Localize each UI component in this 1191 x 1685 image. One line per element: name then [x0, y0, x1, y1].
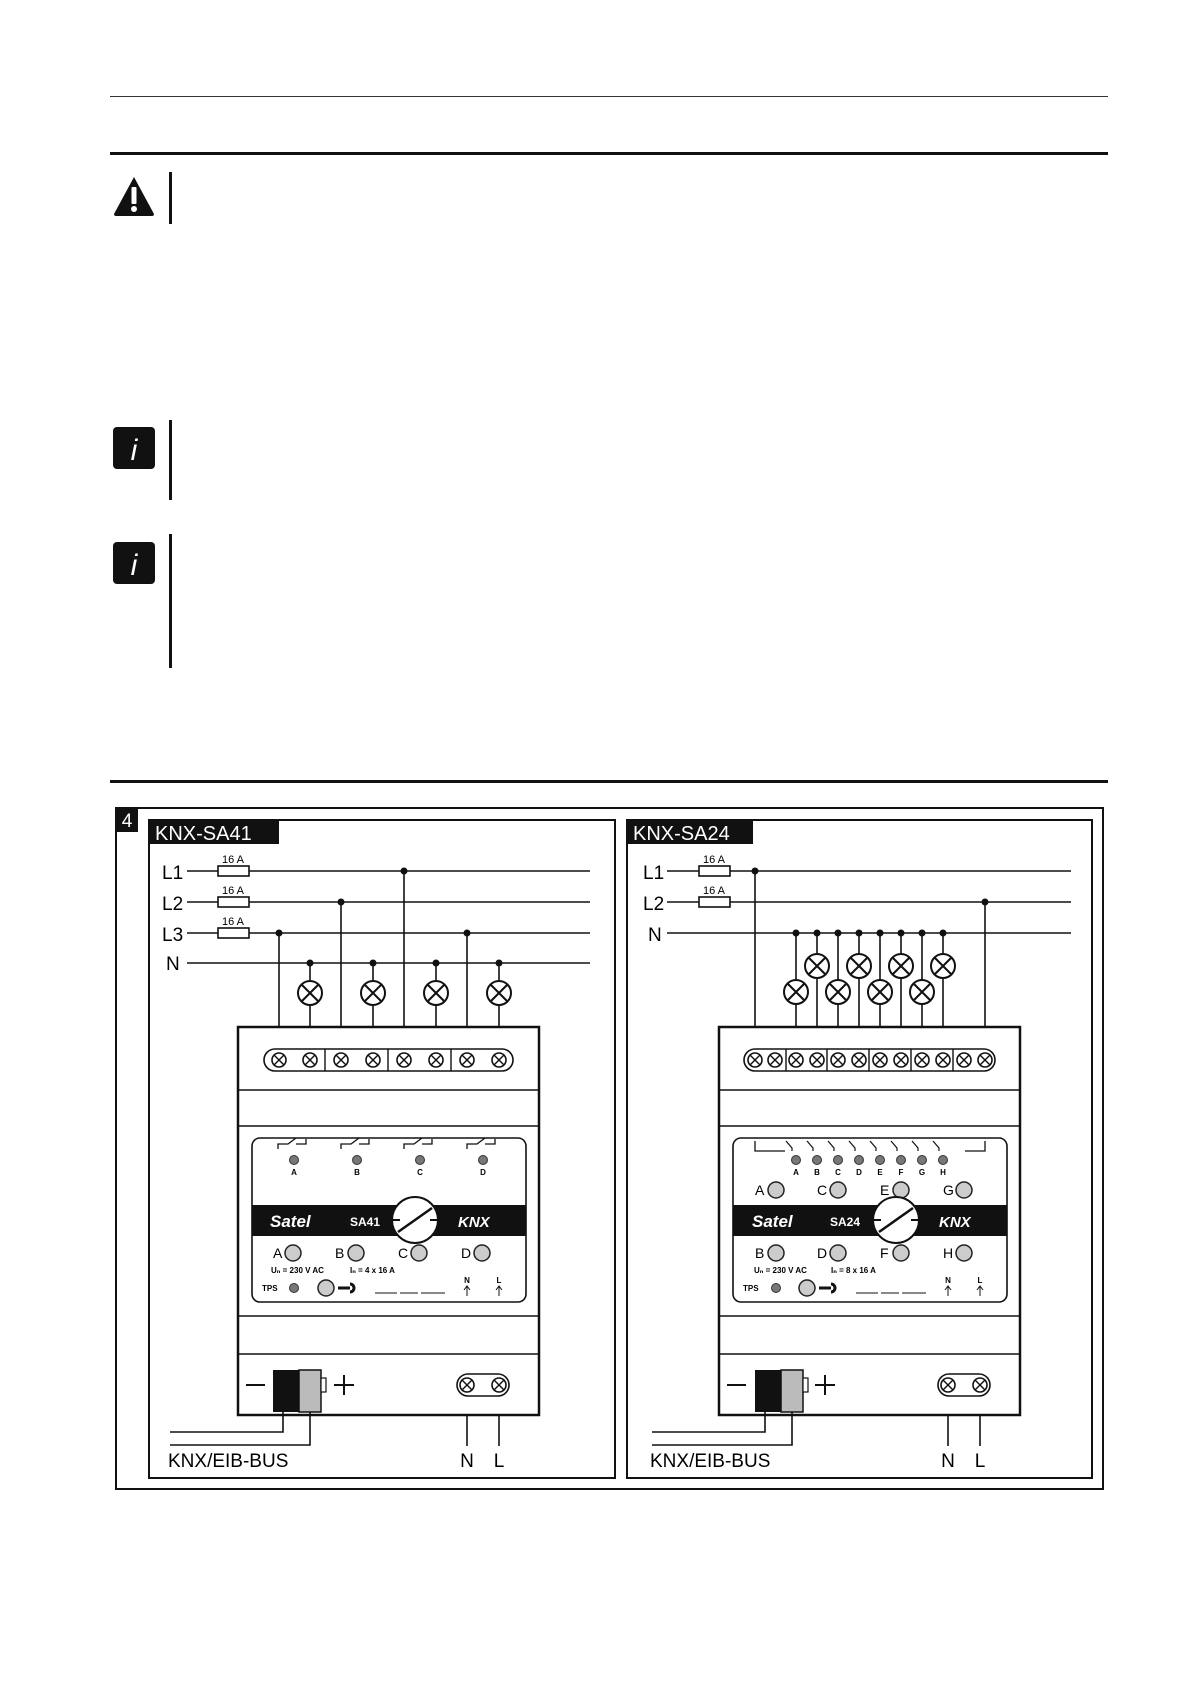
channel-b-button[interactable]	[768, 1245, 784, 1261]
lamp-icon	[361, 981, 385, 1005]
device-sa41	[238, 1027, 539, 1415]
bus-label: KNX/EIB-BUS	[650, 1451, 771, 1472]
programming-button[interactable]	[318, 1280, 334, 1296]
device-sa24	[719, 1027, 1020, 1415]
btn-label-f: F	[880, 1245, 889, 1261]
btn-label-d: D	[461, 1245, 472, 1261]
supply-l-label: L	[493, 1451, 505, 1472]
btn-label-b: B	[335, 1245, 345, 1261]
btn-label-c: C	[398, 1245, 409, 1261]
lamp-icon	[889, 954, 913, 978]
l-terminal-label: L	[496, 1276, 502, 1285]
led-label-h: H	[940, 1168, 946, 1177]
supply-n-label: N	[460, 1451, 474, 1472]
brand-logo: Satel	[270, 1212, 311, 1231]
knx-logo: KNX	[458, 1214, 490, 1231]
btn-label-b: B	[755, 1245, 765, 1261]
line-label-l1: L1	[643, 863, 665, 884]
lamp-icon	[298, 981, 322, 1005]
line-label-n: N	[648, 925, 662, 946]
lamp-icon	[487, 981, 511, 1005]
led-label-e: E	[877, 1168, 883, 1177]
channel-a-button[interactable]	[285, 1245, 301, 1261]
tps-label: TPS	[262, 1284, 278, 1293]
panel-knx-sa41	[149, 820, 615, 1478]
figure-number: 4	[121, 811, 133, 832]
programming-button[interactable]	[799, 1280, 815, 1296]
led-label-d: D	[480, 1168, 486, 1177]
channel-b-button[interactable]	[348, 1245, 364, 1261]
svg-text:i: i	[130, 549, 138, 582]
channel-a-button[interactable]	[768, 1182, 784, 1198]
led-label-d: D	[856, 1168, 862, 1177]
panel-knx-sa24	[627, 820, 1092, 1478]
channel-c-button[interactable]	[830, 1182, 846, 1198]
led-label-a: A	[291, 1168, 297, 1177]
channel-g-button[interactable]	[956, 1182, 972, 1198]
panel-title: KNX-SA41	[155, 823, 252, 845]
supply-n-label: N	[941, 1451, 955, 1472]
panel-title: KNX-SA24	[633, 823, 730, 845]
fuse-label: 16 A	[221, 885, 245, 897]
led-label-c: C	[835, 1168, 841, 1177]
brand-logo: Satel	[752, 1212, 793, 1231]
model-label: SA41	[350, 1215, 381, 1229]
bus-label: KNX/EIB-BUS	[168, 1451, 289, 1472]
channel-c-button[interactable]	[411, 1245, 427, 1261]
lamp-icon	[931, 954, 955, 978]
led-label-b: B	[814, 1168, 820, 1177]
lamp-icon	[805, 954, 829, 978]
channel-h-button[interactable]	[956, 1245, 972, 1261]
fuse-label: 16 A	[221, 854, 245, 866]
rated-voltage: Uₙ = 230 V AC	[271, 1266, 324, 1275]
l-terminal-label: L	[977, 1276, 983, 1285]
btn-label-e: E	[880, 1182, 890, 1198]
channel-f-button[interactable]	[893, 1245, 909, 1261]
btn-label-h: H	[943, 1245, 954, 1261]
lamp-icon	[784, 980, 808, 1004]
line-label-l2: L2	[162, 894, 184, 915]
led-label-f: F	[898, 1168, 904, 1177]
line-label-l1: L1	[162, 863, 184, 884]
lamp-icon	[910, 980, 934, 1004]
btn-label-d: D	[817, 1245, 828, 1261]
lamp-icon	[424, 981, 448, 1005]
n-terminal-label: N	[945, 1276, 951, 1285]
rated-current: Iₙ = 8 x 16 A	[831, 1266, 876, 1275]
channel-e-button[interactable]	[893, 1182, 909, 1198]
led-label-c: C	[417, 1168, 423, 1177]
svg-text:i: i	[130, 434, 138, 467]
line-label-l3: L3	[162, 925, 184, 946]
rated-current: Iₙ = 4 x 16 A	[350, 1266, 395, 1275]
btn-label-a: A	[273, 1245, 283, 1261]
line-label-n: N	[166, 954, 180, 975]
fuse-label: 16 A	[702, 854, 726, 866]
btn-label-a: A	[755, 1182, 765, 1198]
channel-d-button[interactable]	[830, 1245, 846, 1261]
led-label-g: G	[918, 1168, 926, 1177]
rated-voltage: Uₙ = 230 V AC	[754, 1266, 807, 1275]
fuse-label: 16 A	[221, 916, 245, 928]
led-label-b: B	[354, 1168, 360, 1177]
supply-l-label: L	[974, 1451, 986, 1472]
line-label-l2: L2	[643, 894, 665, 915]
btn-label-c: C	[817, 1182, 828, 1198]
fuse-label: 16 A	[702, 885, 726, 897]
tps-label: TPS	[743, 1284, 759, 1293]
knx-logo: KNX	[939, 1214, 971, 1231]
lamp-icon	[847, 954, 871, 978]
model-label: SA24	[830, 1215, 861, 1229]
n-terminal-label: N	[464, 1276, 470, 1285]
btn-label-g: G	[943, 1182, 954, 1198]
channel-d-button[interactable]	[474, 1245, 490, 1261]
lamp-icon	[826, 980, 850, 1004]
lamp-icon	[868, 980, 892, 1004]
led-label-a: A	[793, 1168, 799, 1177]
